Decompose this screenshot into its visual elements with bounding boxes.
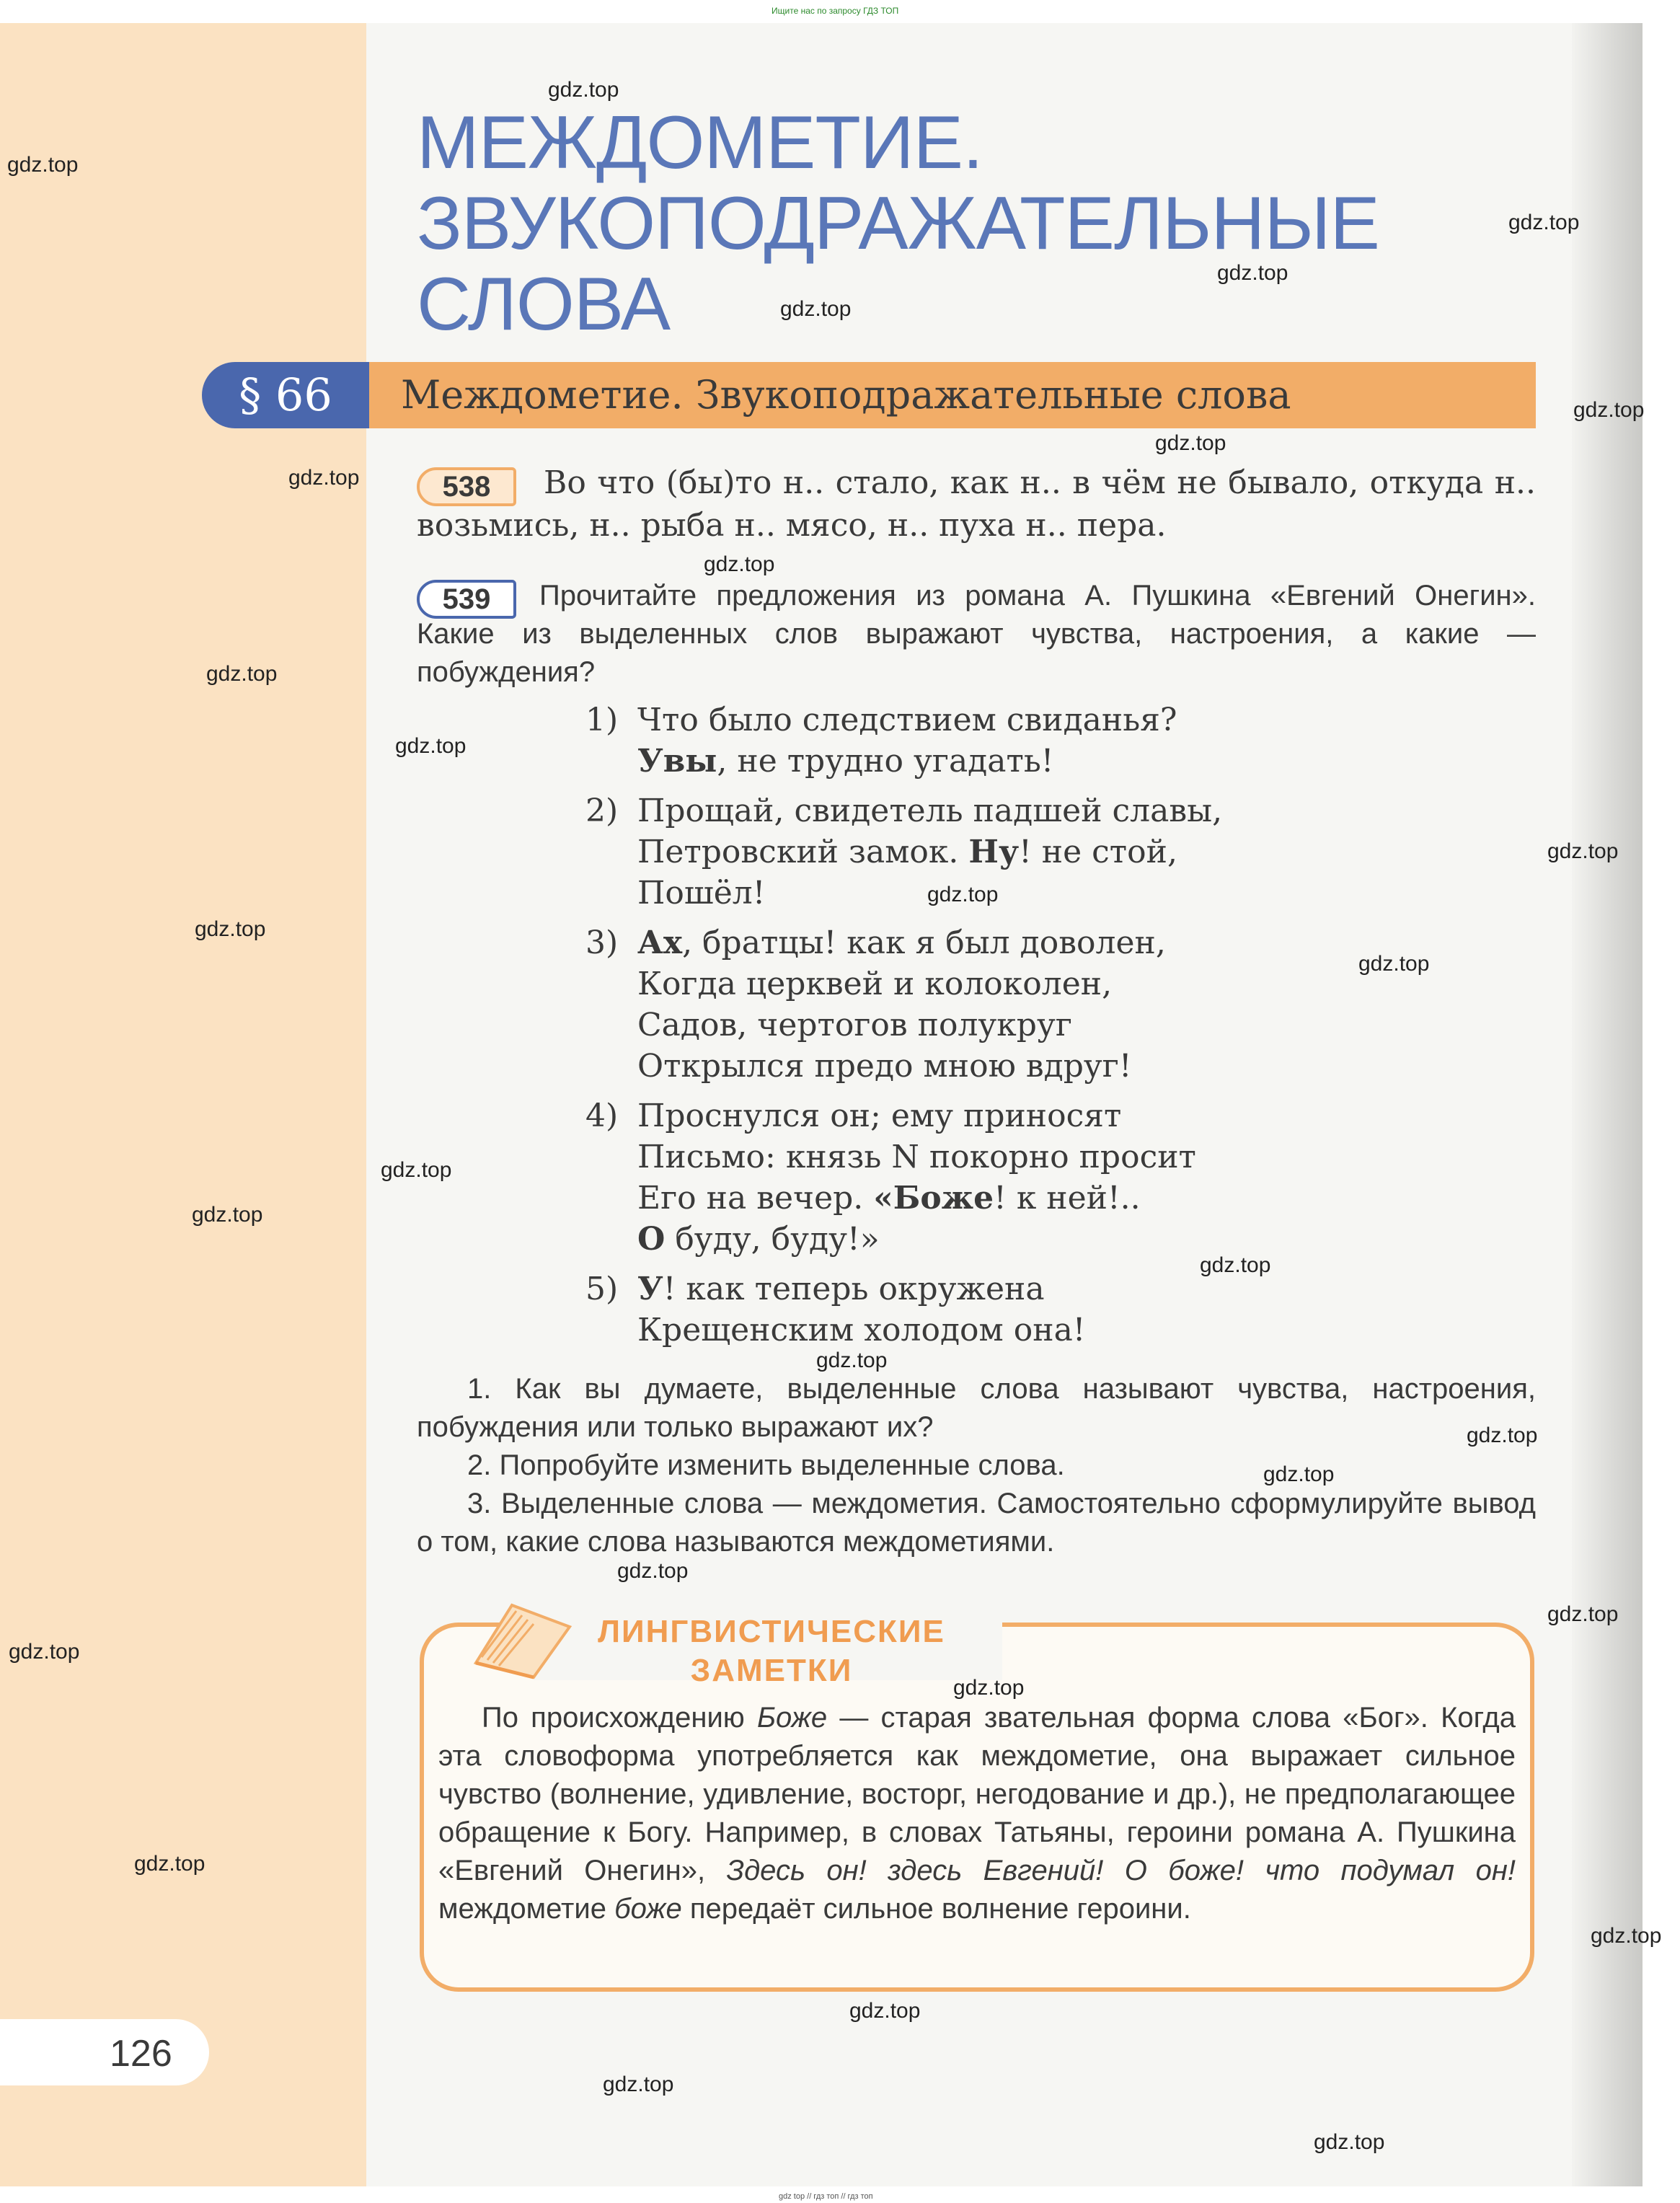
poem-line: Крещенским холодом она!: [637, 1312, 1086, 1348]
poem-line: Письмо: князь N покорно просит: [637, 1139, 1196, 1175]
watermark: gdz.top: [1358, 952, 1430, 976]
interjection: О: [637, 1221, 666, 1258]
chapter-title: [417, 102, 1498, 345]
exercise-539-intro: Прочитайте предложения из романа А. Пушкина «Евгений Онегин». Какие из выделенных слов выражают чувства, настроения, а какие — побуждения?: [417, 580, 1536, 688]
watermark: gdz.top: [192, 1203, 263, 1227]
watermark: gdz.top: [780, 297, 852, 321]
watermark: gdz.top: [617, 1559, 689, 1583]
poem-line: Ах, братцы! как я был доволен,: [637, 924, 1166, 961]
question-3: 3. Выделенные слова — междометия. Самостоятельно сформулируйте вывод о том, какие слова называются междометиями.: [417, 1488, 1536, 1558]
page-number-tab: [0, 2019, 209, 2085]
interjection: «Боже: [873, 1180, 994, 1217]
interjection: Ну: [968, 834, 1020, 870]
poem-line: Увы, не трудно угадать!: [637, 743, 1054, 780]
bottom-links[interactable]: gdz top // гдз топ // гдз топ: [779, 2192, 873, 2201]
linguistic-notes-title: ЛИНГВИСТИЧЕСКИЕ ЗАМЕТКИ: [598, 1614, 945, 1688]
poem-excerpt: [585, 790, 1523, 914]
poem-excerpts: [585, 699, 1523, 1359]
watermark: gdz.top: [195, 917, 266, 941]
watermark: gdz.top: [1467, 1423, 1538, 1447]
poem-line: Проснулся он; ему приносят: [637, 1098, 1122, 1134]
exercise-538-badge: 538: [417, 467, 516, 506]
linguistic-notes-text: По происхождению Боже — старая звательная форма слова «Бог». Когда эта словоформа употребляется как междометие, она выражает сильное чувство (волнение, удивление, восторг, негодование и др.), не предполагающее обращение к Богу. Например, в словах Татьяны, героини романа А. Пушкина «Евгений Онегин», Здесь он! здесь Евгений! О боже! что подумал он! междометие боже передаёт сильное волнение героини.: [438, 1702, 1516, 1925]
section-title: Междометие. Звукоподражательные слова: [369, 362, 1536, 428]
interjection: Ах: [637, 924, 683, 961]
poem-number: 1): [585, 702, 619, 738]
poem-line: О буду, буду!»: [637, 1221, 880, 1258]
poem-excerpt: [585, 699, 1523, 782]
watermark: gdz.top: [288, 466, 360, 490]
poem-line: Открылся предо мною вдруг!: [637, 1048, 1132, 1085]
poem-line: Когда церквей и колоколен,: [637, 966, 1113, 1002]
book-spine-shadow: [1572, 23, 1643, 2186]
watermark: gdz.top: [1547, 839, 1619, 863]
watermark: gdz.top: [927, 883, 999, 906]
poem-line: Петровский замок. Ну! не стой,: [637, 834, 1177, 870]
chapter-title-line-2: ЗВУКОПОДРАЖАТЕЛЬНЫЕ: [417, 182, 1379, 265]
watermark: gdz.top: [7, 153, 79, 177]
watermark: gdz.top: [395, 734, 467, 758]
top-search-hint[interactable]: Ищите нас по запросу ГДЗ ТОП: [772, 6, 899, 16]
poem-excerpt: [585, 1268, 1523, 1351]
watermark: gdz.top: [1314, 2130, 1385, 2154]
poem-number: 2): [585, 793, 619, 829]
poem-line: Пошёл!: [637, 875, 766, 911]
exercise-539-questions: [417, 1370, 1536, 1561]
poem-number: 4): [585, 1098, 619, 1134]
watermark: gdz.top: [849, 1999, 921, 2023]
poem-line: Его на вечер. «Боже! к ней!..: [637, 1180, 1141, 1217]
watermark: gdz.top: [816, 1348, 888, 1372]
poem-excerpt: [585, 922, 1523, 1087]
poem-excerpt: [585, 1095, 1523, 1260]
question-2: 2. Попробуйте изменить выделенные слова.: [467, 1449, 1065, 1481]
section-number: § 66: [202, 362, 369, 428]
section-header: [202, 362, 1536, 428]
watermark: gdz.top: [1573, 398, 1645, 422]
watermark: gdz.top: [1547, 1602, 1619, 1626]
exercise-538-text: Во что (бы)то н.. стало, как н.. в чём не бывало, откуда н.. возьмись, н.. рыба н.. мясо, н.. пуха н.. пера.: [417, 464, 1536, 544]
poem-line: Садов, чертогов полукруг: [637, 1007, 1072, 1043]
watermark: gdz.top: [1263, 1462, 1335, 1486]
poem-number: 5): [585, 1271, 619, 1307]
watermark: gdz.top: [206, 662, 278, 686]
interjection: У: [637, 1271, 663, 1307]
poem-line: Прощай, свидетель падшей славы,: [637, 793, 1223, 829]
watermark: gdz.top: [1591, 1924, 1662, 1948]
poem-line: Что было следствием свиданья?: [637, 702, 1177, 738]
chapter-title-line-3: СЛОВА: [417, 262, 671, 346]
watermark: gdz.top: [548, 78, 619, 102]
watermark: gdz.top: [1508, 211, 1580, 234]
watermark: gdz.top: [9, 1640, 80, 1664]
open-book-icon: [461, 1576, 577, 1685]
page-number: 126: [110, 2033, 172, 2075]
watermark: gdz.top: [1217, 261, 1288, 285]
question-1: 1. Как вы думаете, выделенные слова называют чувства, настроения, побуждения или только выражают их?: [417, 1373, 1536, 1443]
watermark: gdz.top: [704, 552, 775, 576]
exercise-539-badge: 539: [417, 580, 516, 619]
watermark: gdz.top: [1155, 431, 1226, 455]
interjection: Увы: [637, 743, 717, 780]
chapter-title-line-1: МЕЖДОМЕТИЕ.: [417, 101, 983, 185]
watermark: gdz.top: [953, 1676, 1025, 1700]
watermark: gdz.top: [1200, 1253, 1271, 1277]
poem-line: У! как теперь окружена: [637, 1271, 1045, 1307]
poem-number: 3): [585, 924, 619, 961]
watermark: gdz.top: [603, 2072, 674, 2096]
watermark: gdz.top: [134, 1852, 205, 1876]
watermark: gdz.top: [381, 1158, 452, 1182]
